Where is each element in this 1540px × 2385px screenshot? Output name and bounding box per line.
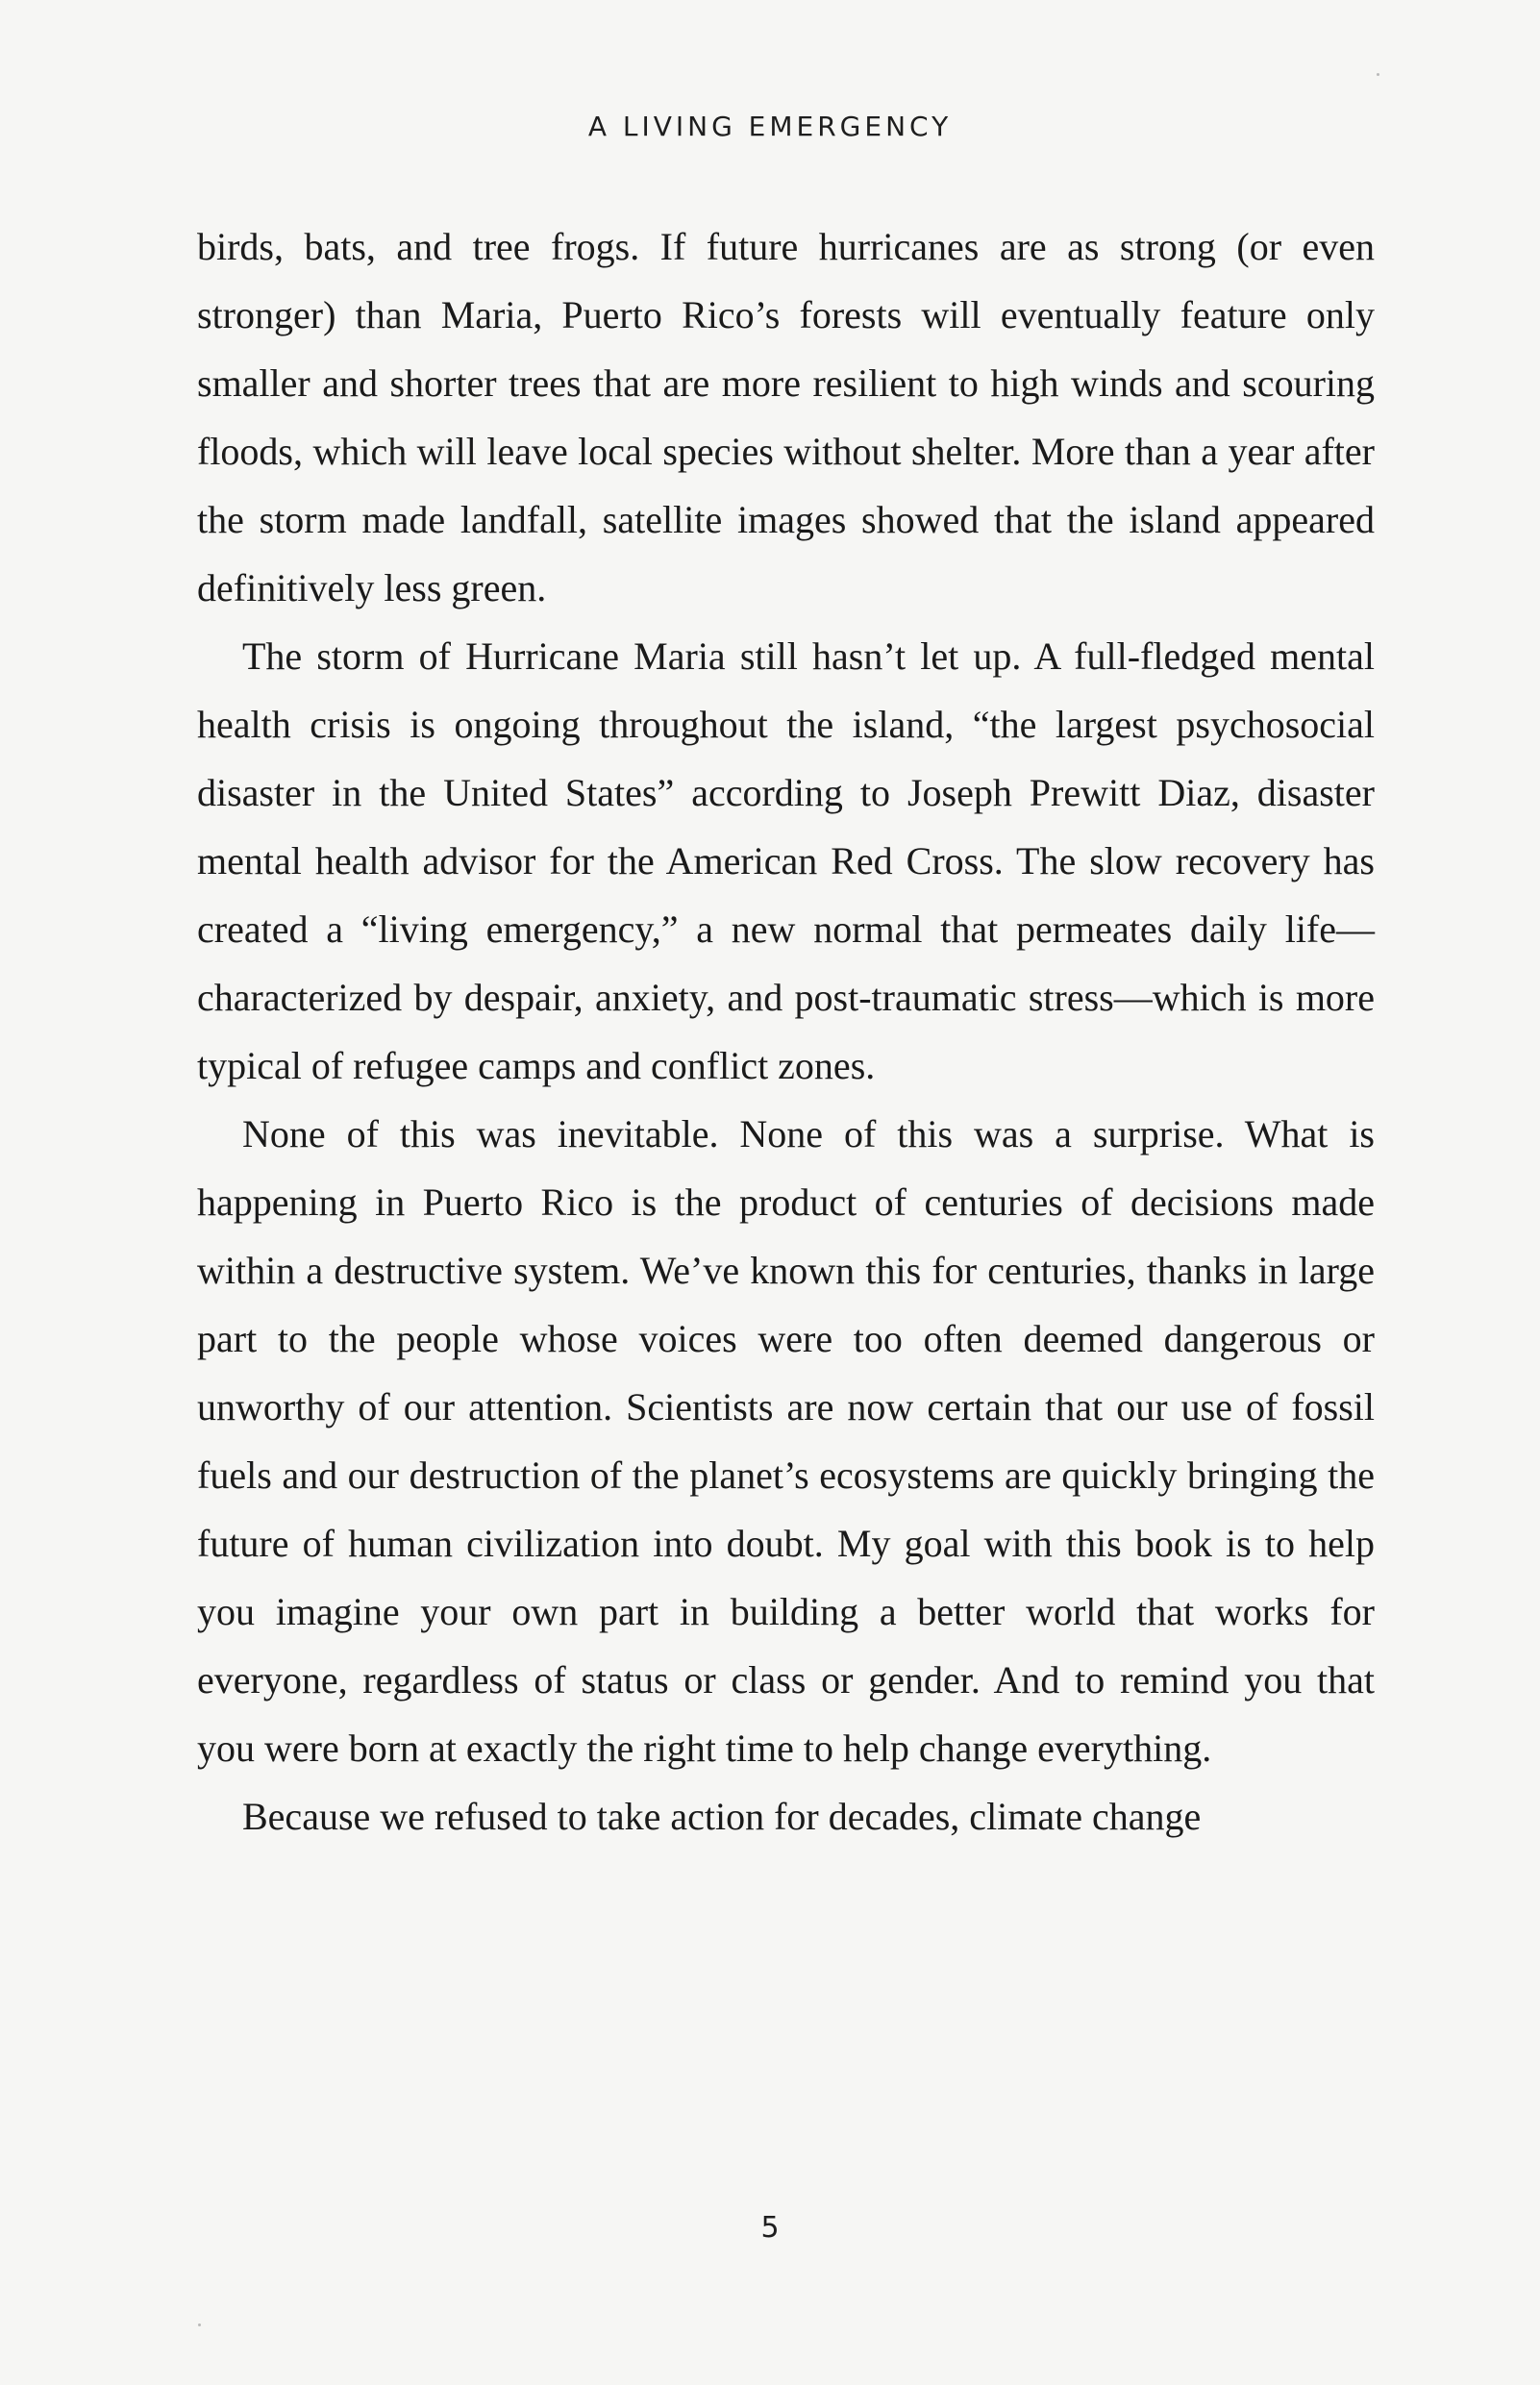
paragraph-1: birds, bats, and tree frogs. If future hurricanes are as strong (or even stronger) than Maria, Puerto Rico’s forests will eventually feature only smaller and shorter trees that are more resilient to high winds and scouring floods, which will leave local species without shelter. More than a year after the storm made landfall, satellite images showed that the island appeared definitively less green.: [197, 225, 1375, 609]
page-number: 5: [760, 2211, 780, 2245]
paragraph-2: The storm of Hurricane Maria still hasn’t let up. A full-fledged mental health crisis is ongoing throughout the island, “the largest psychosocial disaster in the United States” according to Joseph Prewitt Diaz, disaster mental health advisor for the American Red Cross. The slow recovery has created a “living emergency,” a new normal that permeates daily life—characterized by despair, anxiety, and post-traumatic stress—which is more typical of refugee camps and conflict zones.: [197, 634, 1375, 1087]
paragraph-3: None of this was inevitable. None of this was a surprise. What is happening in Puerto Rico is the product of centuries of decisions made within a destructive system. We’ve known this for centuries, thanks in large part to the people whose voices were too often deemed dangerous or unworthy of our attention. Scientists are now certain that our use of fossil fuels and our destruction of the planet’s ecosystems are quickly bringing the future of human civilization into doubt. My goal with this book is to help you imagine your own part in building a better world that works for everyone, regardless of status or class or gender. And to remind you that you were born at exactly the right time to help change everything.: [197, 1112, 1375, 1770]
running-head: A LIVING EMERGENCY: [587, 111, 953, 142]
scan-speck: [1377, 73, 1379, 76]
scan-speck: [198, 2323, 201, 2326]
paragraph-4: Because we refused to take action for decades, climate change: [242, 1795, 1202, 1838]
body-text: [197, 212, 1375, 1851]
